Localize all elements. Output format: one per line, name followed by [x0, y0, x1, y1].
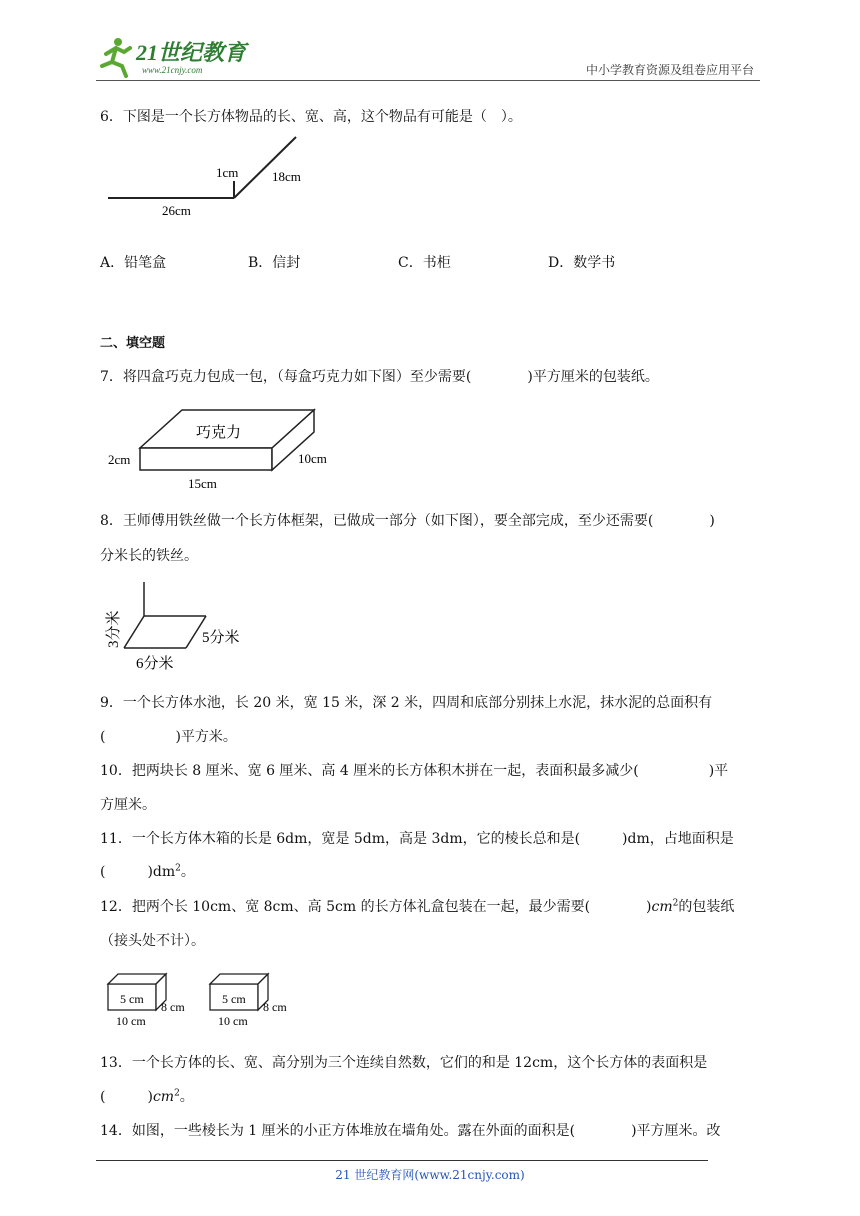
- site-logo: [96, 36, 266, 80]
- question-6: 6．下图是一个长方体物品的长、宽、高，这个物品有可能是（ ）。: [100, 109, 522, 125]
- question-12-line1: 12．把两个长 10cm、宽 8cm、高 5cm 的长方体礼盒包装在一起，最少需要( )$cm^2$的包装纸: [100, 898, 735, 915]
- q6-option-d[interactable]: D．数学书: [548, 255, 616, 271]
- question-11-line1: 11．一个长方体木箱的长是 6dm，宽是 5dm，高是 3dm，它的棱长总和是( )dm，占地面积是: [100, 831, 734, 847]
- question-9-line1: 9．一个长方体水池，长 20 米，宽 15 米，深 2 米，四周和底部分别抹上水泥，抹水泥的总面积有: [100, 695, 713, 711]
- q8-label-length: 6分米: [136, 656, 174, 672]
- q12-box-1: [108, 974, 185, 1028]
- question-8-line1: 8．王师傅用铁丝做一个长方体框架，已做成一部分（如下图），要全部完成，至少还需要( ): [100, 513, 715, 529]
- q6-option-c[interactable]: C．书柜: [398, 255, 451, 271]
- q12-box2-width: 8 cm: [263, 1000, 287, 1014]
- runner-icon: [102, 38, 130, 76]
- question-10-line1: 10．把两块长 8 厘米、宽 6 厘米、高 4 厘米的长方体积木拼在一起，表面积最多减少( )平: [100, 763, 729, 779]
- q8-figure: [100, 580, 260, 676]
- q6-label-height: 1cm: [216, 165, 239, 180]
- question-11-line2: ( )$dm^2$。: [100, 863, 195, 880]
- question-13-line2: ( )$cm^2$。: [100, 1088, 194, 1105]
- q7-box-label: 巧克力: [196, 425, 242, 441]
- footer-divider: [96, 1160, 708, 1161]
- header-platform-text: 中小学教育资源及组卷应用平台: [585, 63, 754, 77]
- q8-label-width: 5分米: [202, 630, 240, 646]
- question-10-line2: 方厘米。: [100, 797, 156, 813]
- q7-figure: [108, 404, 348, 496]
- question-8-line2: 分米长的铁丝。: [100, 548, 198, 564]
- q12-box1-width: 8 cm: [161, 1000, 185, 1014]
- q12-box1-length: 10 cm: [116, 1014, 146, 1028]
- q12-box2-height: 5 cm: [222, 992, 246, 1006]
- q12-box-2: [210, 974, 287, 1028]
- q7-label-height: 2cm: [108, 452, 131, 467]
- logo-url: www.21cnjy.com: [142, 65, 203, 75]
- q12-box2-length: 10 cm: [218, 1014, 248, 1028]
- q6-label-width: 18cm: [272, 169, 301, 184]
- question-13-line1: 13．一个长方体的长、宽、高分别为三个连续自然数，它们的和是 12cm，这个长方体的表面积是: [100, 1055, 708, 1071]
- q12-box1-height: 5 cm: [120, 992, 144, 1006]
- logo-text: 21世纪教育: [136, 40, 247, 65]
- footer-text: 21 世纪教育网(www.21cnjy.com): [335, 1168, 525, 1182]
- question-14-line1: 14．如图，一些棱长为 1 厘米的小正方体堆放在墙角处。露在外面的面积是( )平方厘米。改: [100, 1123, 721, 1139]
- question-12-line2: （接头处不计）。: [100, 933, 205, 949]
- q12-figure: [106, 968, 306, 1032]
- q6-label-length: 26cm: [162, 203, 191, 218]
- q6-option-b[interactable]: B．信封: [248, 255, 301, 271]
- question-7: 7．将四盒巧克力包成一包，（每盒巧克力如下图）至少需要( )平方厘米的包装纸。: [100, 369, 659, 385]
- q7-label-length: 15cm: [188, 476, 217, 491]
- q7-label-width: 10cm: [298, 451, 327, 466]
- q6-figure: [108, 135, 328, 225]
- q8-label-height: 3分米: [106, 610, 122, 648]
- q6-option-a[interactable]: A．铅笔盒: [100, 255, 167, 271]
- question-9-line2: ( )平方米。: [100, 729, 237, 745]
- section-title-fill-in: 二、填空题: [100, 336, 166, 351]
- header-divider: [96, 80, 760, 81]
